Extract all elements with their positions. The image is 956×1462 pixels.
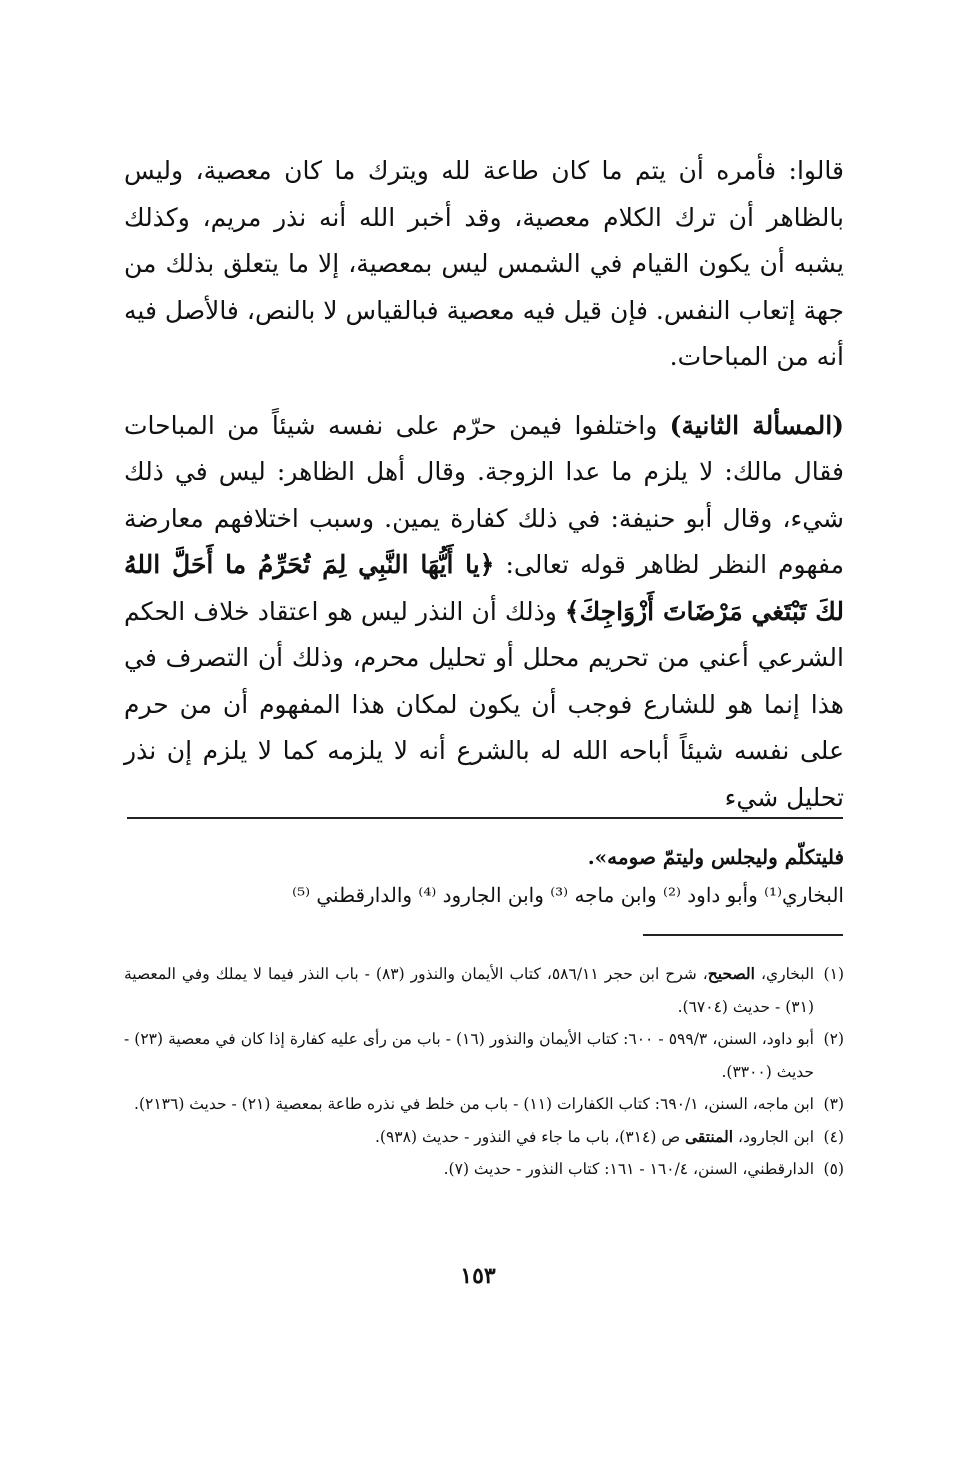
footnote (124, 1088, 844, 1121)
paragraph-2 (124, 403, 844, 822)
footnotes (124, 958, 844, 1186)
continued-note-line-1: فليتكلّم وليجلس وليتمّ صومه». (587, 845, 844, 869)
footnote (124, 1153, 844, 1186)
footnote-number: (٥) (823, 1160, 844, 1178)
quran-verse: ﴿يا أَيُّهَا النَّبِي لِمَ تُحَرِّمُ ما أَحَلَّ اللهُ لكَ تَبْتَغي مَرْضَاتَ أَزْوَاجِكَ﴾ (124, 550, 844, 626)
paragraph-1: قالوا: فأمره أن يتم ما كان طاعة لله ويترك ما كان معصية، وليس بالظاهر أن ترك الكلام معصية، وقد أخبر الله أنه نذر مريم، وكذلك يشبه أن يكون القيام في الشمس ليس بمعصية، إلا ما يتعلق بذلك من جهة إتعاب النفس. فإن قيل فيه معصية فبالقياس لا بالنص، فالأصل فيه أنه من المباحات. (124, 156, 844, 371)
paragraph-2-part-b: وذلك أن النذر ليس هو اعتقاد خلاف الحكم الشرعي أعني من تحريم محلل أو تحليل محرم، وذلك أن التصرف في هذا إنما هو للشارع فوجب أن يكون لمكان هذا المفهوم أن من حرم على نفسه شيئاً أباحه الله له بالشرع أنه لا يلزمه كما لا يلزم إن نذر تحليل شيء (124, 596, 844, 812)
page-number: ١٥٣ (460, 1263, 496, 1289)
footnote-text: البخاري، الصحيح، شرح ابن حجر ٥٨٦/١١، كتاب الأيمان والنذور (٨٣) - باب النذر فيما لا يملك وفي المعصية (٣١) - حديث (٦٧٠٤). (124, 964, 814, 1016)
continued-note-line-2: البخاري⁽¹⁾ وأبو داود ⁽²⁾ وابن ماجه ⁽³⁾ وابن الجارود ⁽⁴⁾ والدارقطني ⁽⁵⁾ (292, 883, 844, 907)
footnote-number: (٣) (823, 1095, 844, 1113)
paragraph-2-part-a: واختلفوا فيمن حرّم على نفسه شيئاً من المباحات فقال مالك: لا يلزم ما عدا الزوجة. وقال أهل الظاهر: ليس في ذلك شيء، وقال أبو حنيفة: في ذلك كفارة يمين. وسبب اختلافهم معارضة مفهوم النظر لظاهر قوله تعالى: (124, 410, 845, 579)
issue-heading: (المسألة الثانية) (669, 410, 845, 440)
footnote-number: (٢) (823, 1030, 844, 1048)
footnote-text: أبو داود، السنن، ٥٩٩/٣ - ٦٠٠: كتاب الأيمان والنذور (١٦) - باب من رأى عليه كفارة إذا كان في معصية (٢٣) - حديث (٣٣٠٠). (124, 1030, 814, 1081)
footnote (124, 1121, 844, 1154)
footnote-number: (٤) (823, 1127, 844, 1146)
footnote-text: الدارقطني، السنن، ١٦٠/٤ - ١٦١: كتاب النذور - حديث (٧). (443, 1160, 814, 1178)
footnote-number: (١) (823, 965, 844, 983)
continued-footnote (124, 838, 844, 914)
main-separator-line (127, 817, 843, 819)
footnote (124, 958, 844, 1023)
footnote (124, 1023, 844, 1088)
footnote-separator-line (643, 934, 843, 936)
main-text (124, 148, 844, 821)
footnote-text: ابن الجارود، المنتقى ص (٣١٤)، باب ما جاء في النذور - حديث (٩٣٨). (375, 1126, 814, 1146)
footnote-text: ابن ماجه، السنن، ٦٩٠/١: كتاب الكفارات (١١) - باب من خلط في نذره طاعة بمعصية (٢١) - حديث (٢١٣٦). (134, 1095, 814, 1113)
